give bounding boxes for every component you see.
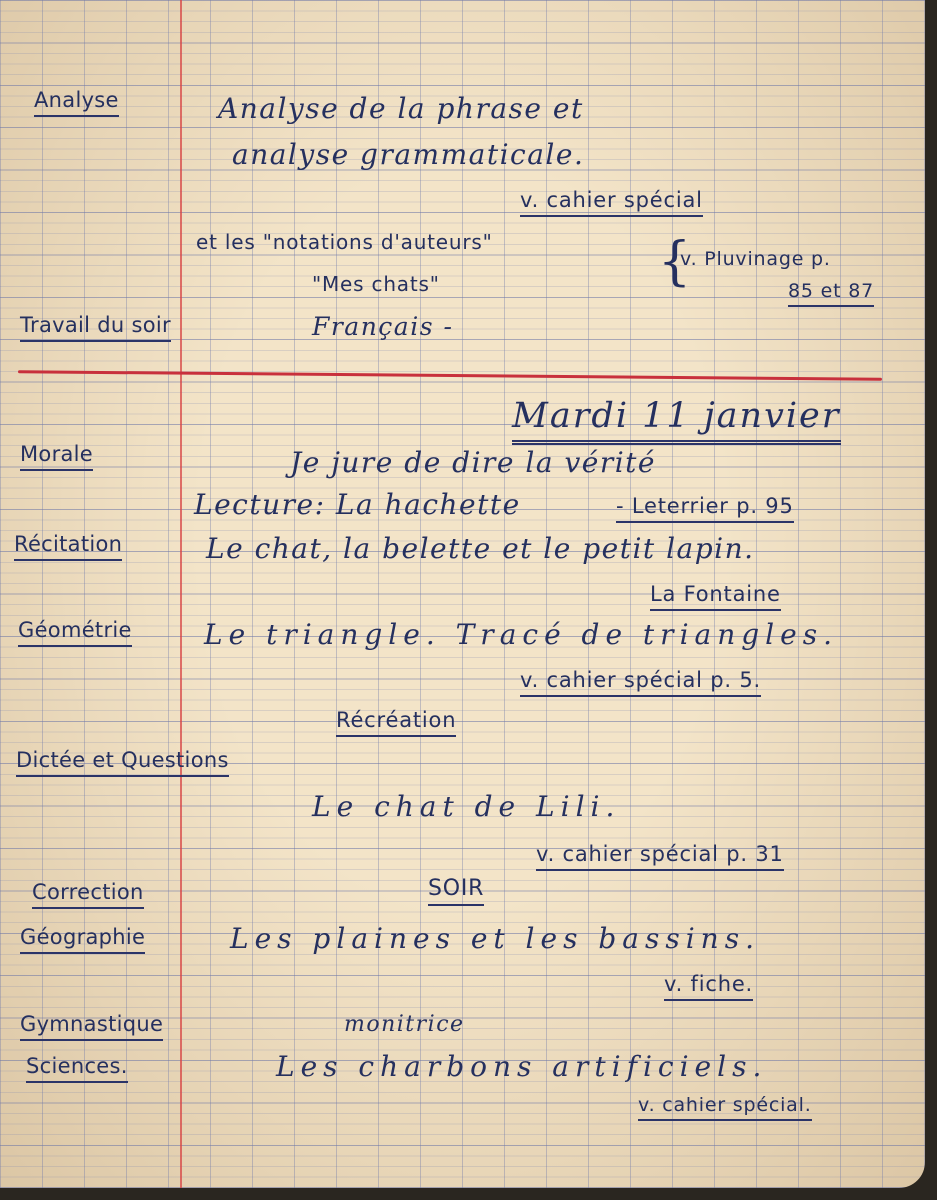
date-heading: Mardi 11 janvier bbox=[512, 396, 841, 445]
analyse-line-1: Analyse de la phrase et bbox=[218, 92, 584, 125]
label-recitation: Récitation bbox=[14, 532, 122, 561]
analyse-line-2: analyse grammaticale. bbox=[232, 138, 585, 171]
cahier-special-ref-31: v. cahier spécial p. 31 bbox=[536, 842, 784, 871]
brace: { bbox=[658, 232, 692, 292]
lecture-text: Lecture: La hachette bbox=[194, 488, 521, 521]
pluvinage-pages: 85 et 87 bbox=[788, 280, 874, 307]
red-separator-line bbox=[18, 370, 882, 381]
label-geographie: Géographie bbox=[20, 925, 145, 954]
morale-text: Je jure de dire la vérité bbox=[290, 446, 656, 479]
label-correction: Correction bbox=[32, 880, 144, 909]
francais: Français - bbox=[312, 312, 454, 341]
sciences-text: Les charbons artificiels. bbox=[276, 1050, 768, 1083]
cahier-special-ref-sciences: v. cahier spécial. bbox=[638, 1094, 812, 1121]
red-margin-line bbox=[180, 0, 182, 1188]
fiche-ref: v. fiche. bbox=[664, 972, 753, 1001]
notations-line: et les "notations d'auteurs" bbox=[196, 230, 493, 254]
label-gymnastique: Gymnastique bbox=[20, 1012, 163, 1041]
label-morale: Morale bbox=[20, 442, 93, 471]
label-travail-du-soir: Travail du soir bbox=[20, 313, 171, 342]
label-analyse: Analyse bbox=[34, 88, 119, 117]
dictee-text: Le chat de Lili. bbox=[312, 790, 621, 823]
cahier-special-ref-1: v. cahier spécial bbox=[520, 188, 703, 217]
label-dictee: Dictée et Questions bbox=[16, 748, 229, 777]
pluvinage-ref: v. Pluvinage p. bbox=[680, 248, 831, 270]
label-geometrie: Géométrie bbox=[18, 618, 132, 647]
mes-chats: "Mes chats" bbox=[312, 272, 440, 296]
geometrie-text: Le triangle. Tracé de triangles. bbox=[204, 618, 838, 651]
recitation-text: Le chat, la belette et le petit lapin. bbox=[206, 532, 755, 565]
la-fontaine-ref: La Fontaine bbox=[650, 582, 781, 611]
label-sciences: Sciences. bbox=[26, 1054, 128, 1083]
geographie-text: Les plaines et les bassins. bbox=[230, 922, 760, 955]
soir-heading: SOIR bbox=[428, 876, 484, 906]
leterrier-ref: - Leterrier p. 95 bbox=[616, 494, 794, 523]
cahier-special-ref-5: v. cahier spécial p. 5. bbox=[520, 668, 761, 697]
monitrice-text: monitrice bbox=[344, 1012, 465, 1037]
recreation-heading: Récréation bbox=[336, 708, 456, 737]
